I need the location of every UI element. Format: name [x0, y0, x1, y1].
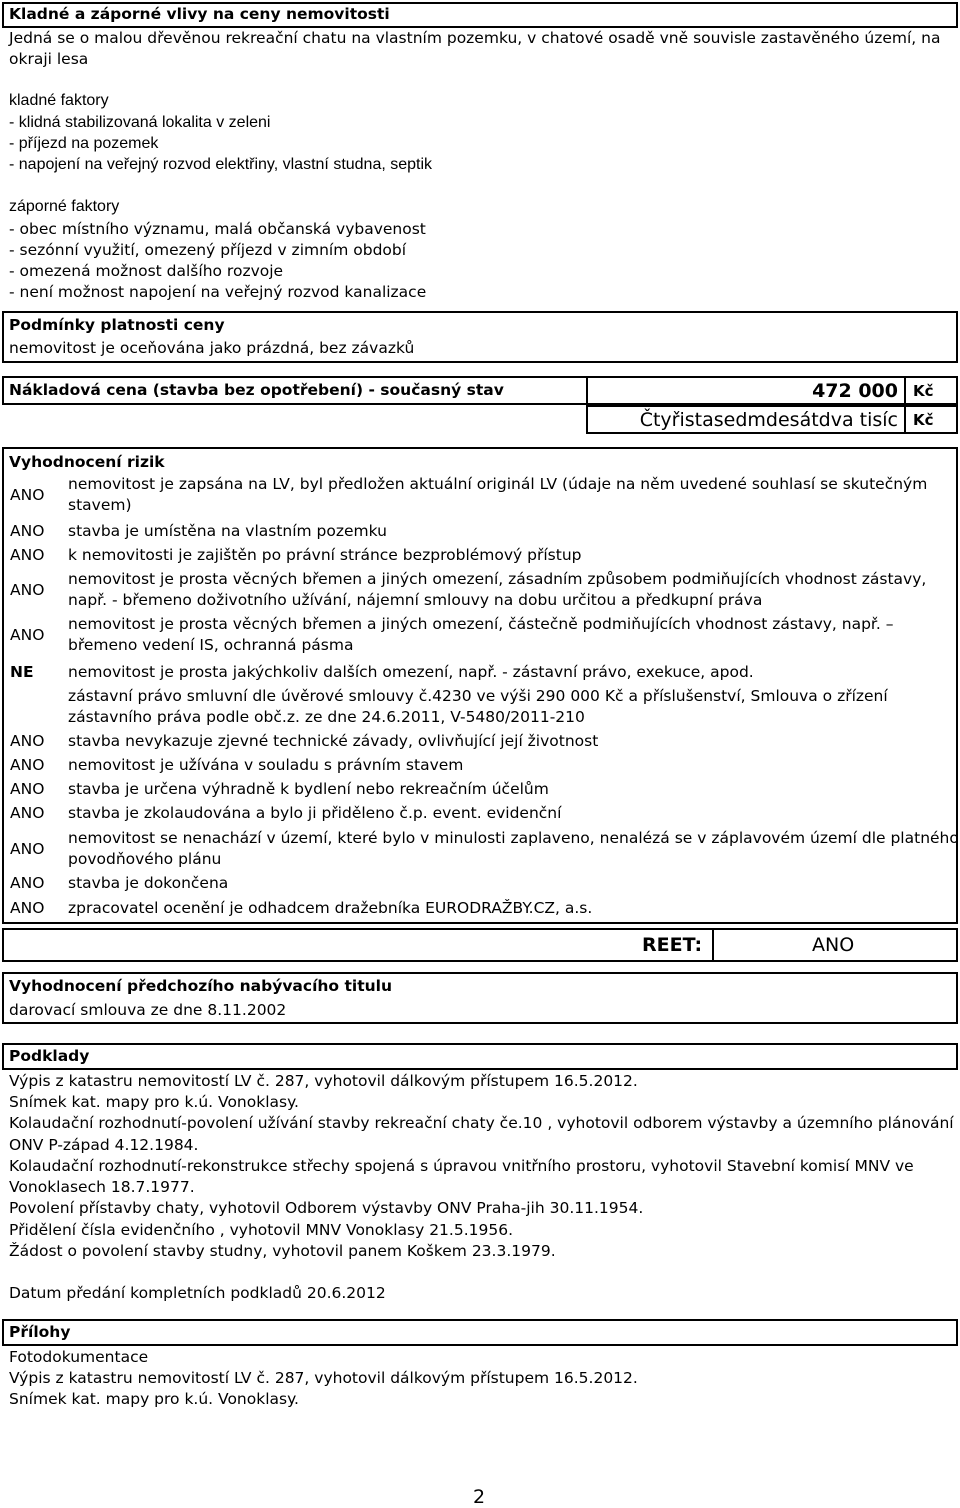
positive-factor-item: - příjezd na pozemek — [9, 135, 159, 152]
risk-text: stavem) — [68, 496, 132, 514]
risk-text: stavba je určena výhradně k bydlení nebo rekreačním účelům — [68, 780, 549, 798]
risk-flag: ANO — [10, 899, 45, 917]
previous-title-heading: Vyhodnocení předchozího nabývacího titulu — [9, 977, 392, 995]
conditions-text: nemovitost je oceňována jako prázdná, bez závazků — [9, 339, 415, 357]
risk-flag: ANO — [10, 580, 45, 599]
risk-text: nemovitost je zapsána na LV, byl předložen aktuální originál LV (údaje na něm uvedené souhlasí se skutečným — [68, 475, 928, 493]
risk-text: např. - břemeno doživotního užívání, nájemní smlouvy na dobu určitou a předkupní práva — [68, 591, 763, 609]
positive-factor-item: - napojení na veřejný rozvod elektřiny, vlastní studna, septik — [9, 156, 433, 173]
risk-text: nemovitost je prosta věcných břemen a jiných omezení, zásadním způsobem podmiňujících vhodnost zástavy, — [68, 570, 927, 588]
risk-text: stavba je zkolaudována a bylo ji přiděleno č.p. event. evidenční — [68, 804, 562, 822]
risk-flag: ANO — [10, 732, 45, 750]
risk-flag: ANO — [10, 839, 45, 858]
risk-text: nemovitost se nenachází v území, které bylo v minulosti zaplaveno, nenalézá se v záplavovém území dle platného — [68, 829, 959, 847]
documents-title-box — [2, 1043, 958, 1070]
document-line: Výpis z katastru nemovitostí LV č. 287, vyhotovil dálkovým přístupem 16.5.2012. — [9, 1072, 638, 1090]
risk-flag: ANO — [10, 625, 45, 644]
document-line: Přidělení čísla evidenčního , vyhotovil MNV Vonoklasy 21.5.1956. — [9, 1221, 513, 1239]
previous-title-text: darovací smlouva ze dne 8.11.2002 — [9, 1001, 287, 1019]
risk-text: břemeno vedení IS, ochranná pásma — [68, 636, 354, 654]
risk-flag: ANO — [10, 522, 45, 540]
negative-factors-title: záporné faktory — [9, 198, 120, 215]
risk-text: nemovitost je prosta věcných břemen a jiných omezení, částečně podmiňujících vhodnost zástavy, např. – — [68, 615, 894, 633]
attachment-line: Fotodokumentace — [9, 1348, 149, 1366]
negative-factor-item: - obec místního významu, malá občanská vybavenost — [9, 220, 426, 238]
risk-flag: ANO — [10, 485, 45, 504]
risk-text: stavba je umístěna na vlastním pozemku — [68, 522, 387, 540]
attachment-line: Výpis z katastru nemovitostí LV č. 287, vyhotovil dálkovým přístupem 16.5.2012. — [9, 1369, 638, 1387]
cost-words-currency: Kč — [913, 411, 934, 429]
document-line: Snímek kat. mapy pro k.ú. Vonoklasy. — [9, 1093, 299, 1111]
negative-factor-item: - sezónní využití, omezený příjezd v zimním období — [9, 241, 407, 259]
risk-flag: ANO — [10, 546, 45, 564]
reet-label: REET: — [642, 934, 703, 956]
documents-handover-date: Datum předání kompletních podkladů 20.6.2012 — [9, 1284, 386, 1302]
influences-intro-line1: Jedná se o malou dřevěnou rekreační chatu na vlastním pozemku, v chatové osadě vně souvisle zastavěného území, na — [9, 29, 941, 47]
page-number: 2 — [473, 1486, 486, 1508]
cost-currency: Kč — [913, 382, 934, 400]
risk-text: nemovitost je užívána v souladu s právním stavem — [68, 756, 464, 774]
attachments-title-box — [2, 1319, 958, 1346]
risk-text: nemovitost je prosta jakýchkoliv dalších omezení, např. - zástavní právo, exekuce, apod. — [68, 663, 754, 681]
risk-text: povodňového plánu — [68, 850, 222, 868]
attachments-title: Přílohy — [9, 1323, 71, 1341]
risk-text: stavba je dokončena — [68, 874, 229, 892]
document-line: Vonoklasech 18.7.1977. — [9, 1178, 195, 1196]
risk-text: zástavní právo smluvní dle úvěrové smlouvy č.4230 ve výši 290 000 Kč a příslušenství, Smlouva o zřízení — [68, 687, 888, 705]
attachment-line: Snímek kat. mapy pro k.ú. Vonoklasy. — [9, 1390, 299, 1408]
risk-text: k nemovitosti je zajištěn po právní stránce bezproblémový přístup — [68, 546, 582, 564]
reet-divider — [712, 928, 714, 962]
risk-flag: ANO — [10, 804, 45, 822]
document-line: ONV P-západ 4.12.1984. — [9, 1136, 199, 1154]
risk-text: zpracovatel ocenění je odhadcem dražebníka EURODRAŽBY.CZ, a.s. — [68, 899, 593, 917]
risk-flag: ANO — [10, 874, 45, 892]
conditions-title: Podmínky platnosti ceny — [9, 316, 225, 334]
document-line: Kolaudační rozhodnutí-povolení užívání stavby rekreační chaty če.10 , vyhotovil odborem výstavby a územního plánování — [9, 1114, 954, 1132]
risk-text: zástavního práva podle obč.z. ze dne 24.6.2011, V-5480/2011-210 — [68, 708, 585, 726]
positive-factor-item: - klidná stabilizovaná lokalita v zeleni — [9, 114, 271, 131]
cost-words: Čtyřistasedmdesátdva tisíc — [639, 409, 898, 431]
negative-factor-item: - omezená možnost dalšího rozvoje — [9, 262, 284, 280]
risk-flag: ANO — [10, 780, 45, 798]
negative-factor-item: - není možnost napojení na veřejný rozvod kanalizace — [9, 283, 427, 301]
risk-flag: ANO — [10, 756, 45, 774]
positive-factors-title: kladné faktory — [9, 92, 109, 109]
cost-label: Nákladová cena (stavba bez opotřebení) - současný stav — [9, 381, 504, 399]
risk-text: stavba nevykazuje zjevné technické závady, ovlivňující její životnost — [68, 732, 599, 750]
reet-value: ANO — [812, 934, 855, 956]
documents-title: Podklady — [9, 1047, 90, 1065]
reet-row-box — [2, 928, 958, 962]
cost-value: 472 000 — [812, 380, 898, 402]
influences-title: Kladné a záporné vlivy na ceny nemovitosti — [9, 5, 390, 23]
risks-title: Vyhodnocení rizik — [9, 453, 165, 471]
influences-intro-line2: okraji lesa — [9, 50, 89, 68]
document-line: Povolení přístavby chaty, vyhotovil Odborem výstavby ONV Praha-jih 30.11.1954. — [9, 1199, 644, 1217]
document-line: Kolaudační rozhodnutí-rekonstrukce střechy spojená s úpravou vnitřního prostoru, vyhotovil Stavební komisí MNV ve — [9, 1157, 914, 1175]
risk-flag: NE — [10, 663, 34, 681]
document-line: Žádost o povolení stavby studny, vyhotovil panem Koškem 23.3.1979. — [9, 1242, 556, 1260]
